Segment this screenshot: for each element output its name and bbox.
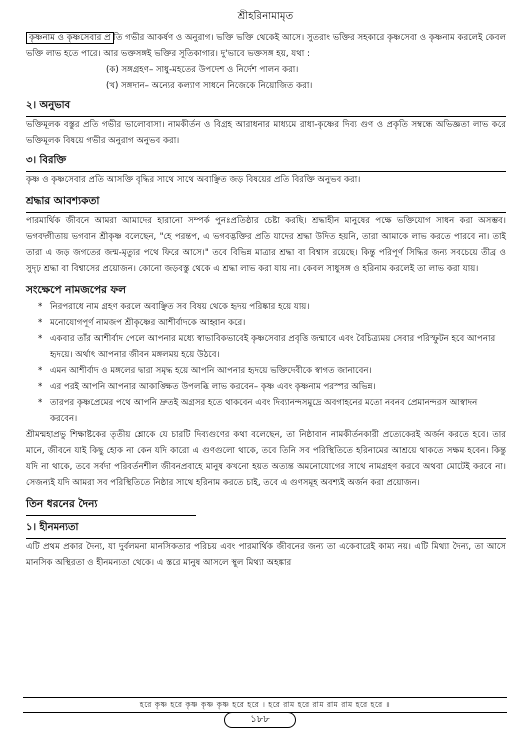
list-item: * এর পরই আপনি আপনার আকাঙ্ক্ষিত উপলব্ধি লাভ করবেন– কৃষ্ণ এবং কৃষ্ণনাম পরস্পর অভিন্ন। bbox=[38, 379, 506, 395]
selected-phrase-box[interactable]: কৃষ্ণনাম ও কৃষ্ণসেবার প্র bbox=[26, 32, 114, 44]
asterisk-icon: * bbox=[38, 302, 43, 312]
list-item: * তারপর কৃষ্ণপ্রেমের পথে আপনি দ্রুতই অগ্রসর হতে থাকবেন এবং দিব্যানন্দসমুদ্রে অবগাহনের মতো নবনব প্রেমানন্দরস আস্বাদন করবেন। bbox=[38, 395, 506, 427]
section-heading-humility: তিন ধরনের দৈন্য bbox=[26, 498, 98, 510]
intro-rest: কৃষ্ণসেবা ও কৃষ্ণনাম করলেই কেবল ভক্তি লাভ হতে পারে। আর ভক্তসঙ্গই ভক্তির সূতিকাগার। দু'ভাবে ভক্তসঙ্গ হয়, যথা : bbox=[26, 33, 506, 59]
association-item-kh: (খ) সঙ্গদান– অন্যের কল্যাণ সাধনে নিজেকে নিয়োজিত করা। bbox=[106, 81, 313, 91]
section-text-virakti: কৃষ্ণ ও কৃষ্ণসেবার প্রতি আসক্তি বৃদ্ধির সাথে সাথে অবাঞ্ছিত জড় বিষয়ের প্রতি বিরক্তি অনুভব করা। bbox=[26, 175, 361, 185]
list-item: * নিরপরাধে নাম গ্রহণ করলে অবাঞ্ছিত সব বিষয় থেকে হৃদয় পরিষ্কার হয়ে যায়। bbox=[38, 299, 506, 315]
association-item-k: (ক) সঙ্গগ্রহণ– সাধু-মহতের উপদেশ ও নির্দেশ পালন করা। bbox=[106, 65, 299, 75]
fruits-list bbox=[26, 299, 506, 427]
running-title: শ্রীহরিনামামৃত bbox=[237, 11, 294, 22]
list-item: * মনোযোগপূর্ণ নামজপ শ্রীকৃষ্ণের আশীর্বাদকে আহ্বান করে। bbox=[38, 315, 506, 331]
shikshastaka-paragraph: শ্রীমন্মহাপ্রভু শিক্ষাষ্টকের তৃতীয় শ্লোকে যে চারটি দিব্যগুণের কথা বলেছেন, তা নিষ্ঠাবান নামকীর্তনকারী প্রত্যেকেরই অর্জন করতে হবে। তার মানে, জীবনে যাই কিছু হোক না কেন যদি কারো এ গুণগুলো থাকে, তবে তিনি সব পরিস্থিতিতে হরিনামের আশ্রয়ে থাকতে সক্ষম হবেন। কিন্তু যদি না থাকে, তবে সর্বদা পরিবর্তনশীল জীবনপ্রবাহে মানুষ কখনো হয়ত অত্যন্ত অমনোযোগের সাথে নামগ্রহণ করবে অথবা মোটেই করবে না। সেজন্যই যদি আমরা সব পরিস্থিতিতে নিষ্ঠার সাথে হরিনাম করতে চাই, তবে এ গুণসমূহ অবশ্যই অর্জন করা প্রয়োজন। bbox=[26, 430, 506, 488]
asterisk-icon: * bbox=[38, 366, 43, 376]
list-item: * এমন আশীর্বাদ ও মঙ্গলের দ্বারা সমৃদ্ধ হয়ে আপনি আপনার হৃদয়ে ভক্তিদেবীকে স্বাগত জানাবেন। bbox=[38, 363, 506, 379]
asterisk-icon: * bbox=[38, 318, 43, 328]
section-heading-fruits: সংক্ষেপে নামজপের ফল bbox=[26, 284, 126, 296]
intro-line1-rest: তি গভীর আকর্ষণ ও অনুরাগ। ভক্তি ভক্তি থেকেই আসে। সুতরাং ভক্তির সহকারে bbox=[113, 33, 385, 43]
asterisk-icon: * bbox=[38, 334, 43, 344]
list-item: * একবার তাঁর আশীর্বাদ পেলে আপনার মধ্যে স্বাভাবিকভাবেই কৃষ্ণসেবার প্রবৃত্তি জন্মাবে এবং বৈচিত্র্যময় সেবার পরিস্ফুটন হবে আপনার হৃদয়ে। অর্থাৎ আপনার জীবন মঙ্গলময় হয়ে উঠবে। bbox=[38, 331, 506, 363]
section-text-anubhav: ভক্তিমূলক বস্তুর প্রতি গভীর ভালোবাসা। নামকীর্তন ও বিগ্রহ আরাধনার মাধ্যমে রাধা-কৃষ্ণের দিব্য গুণ ও প্রকৃতি সম্বন্ধে অভিজ্ঞতা লাভ করে ভক্তিমূলক বিষয়ে গভীর অনুরাগ অনুভব করা। bbox=[26, 120, 506, 146]
humility-paragraph: এটি প্রথম প্রকার দৈন্য, যা দুর্বলমনা মানসিকতার পরিচয় এবং পারমার্থিক জীবনের জন্য তা একেবারেই কাম্য নয়। এটি মিথ্যা দৈন্য, তা আসে মানসিক অস্থিরতা ও হীনমন্যতা থেকে। এ স্তরে মানুষ আসলে স্থূল মিথ্যা অহঙ্কার bbox=[26, 542, 506, 568]
association-list bbox=[26, 62, 506, 94]
sub-heading-inferiority: ১। হীনমন্যতা bbox=[26, 522, 79, 533]
mantra-border: হরে কৃষ্ণ হরে কৃষ্ণ কৃষ্ণ কৃষ্ণ হরে হরে । হরে রাম হরে রাম রাম রাম হরে হরে ॥ bbox=[23, 697, 507, 713]
faith-paragraph: পারমার্থিক জীবনে আমরা আমাদের হারানো সম্পর্ক পুনঃপ্রতিষ্ঠার চেষ্টা করছি। শ্রদ্ধাহীন মানুষের পক্ষে ভক্তিযোগ সাধন করা অসম্ভব। ভগবদ্গীতায় ভগবান শ্রীকৃষ্ণ বলেছেন, "হে পরন্তপ, এ ভগবদ্ভক্তির প্রতি যাদের শ্রদ্ধা উদিত হয়নি, তারা আমাকে লাভ করতে পারবে না। তাই তারা এ জড় জগতের জন্ম-মৃত্যুর পথে ফিরে আসে।" তবে বিভিন্ন মাত্রার শ্রদ্ধা বা বিশ্বাস রয়েছে। কিন্তু পরিপূর্ণ সিদ্ধির জন্য সবচেয়ে তীব্র ও সুদৃঢ় শ্রদ্ধা বা বিশ্বাসের প্রয়োজন। কোনো জড়বস্তু থেকে এ শ্রদ্ধা লাভ করা যায় না। কেবল সাধুসঙ্গ ও হরিনাম করলেই তা লাভ করা যায়। bbox=[26, 216, 506, 274]
intro-paragraph bbox=[26, 30, 506, 62]
section-heading-virakti: ৩। বিরক্তি bbox=[26, 155, 67, 166]
page-number: ১৮৮ bbox=[224, 712, 296, 728]
section-heading-faith: শ্রদ্ধার আবশ্যকতা bbox=[26, 195, 100, 207]
heading-rule bbox=[26, 515, 196, 516]
asterisk-icon: * bbox=[38, 398, 43, 408]
page-body bbox=[26, 30, 506, 571]
asterisk-icon: * bbox=[38, 382, 43, 392]
section-heading-anubhav: ২। অনুভাব bbox=[26, 100, 71, 111]
